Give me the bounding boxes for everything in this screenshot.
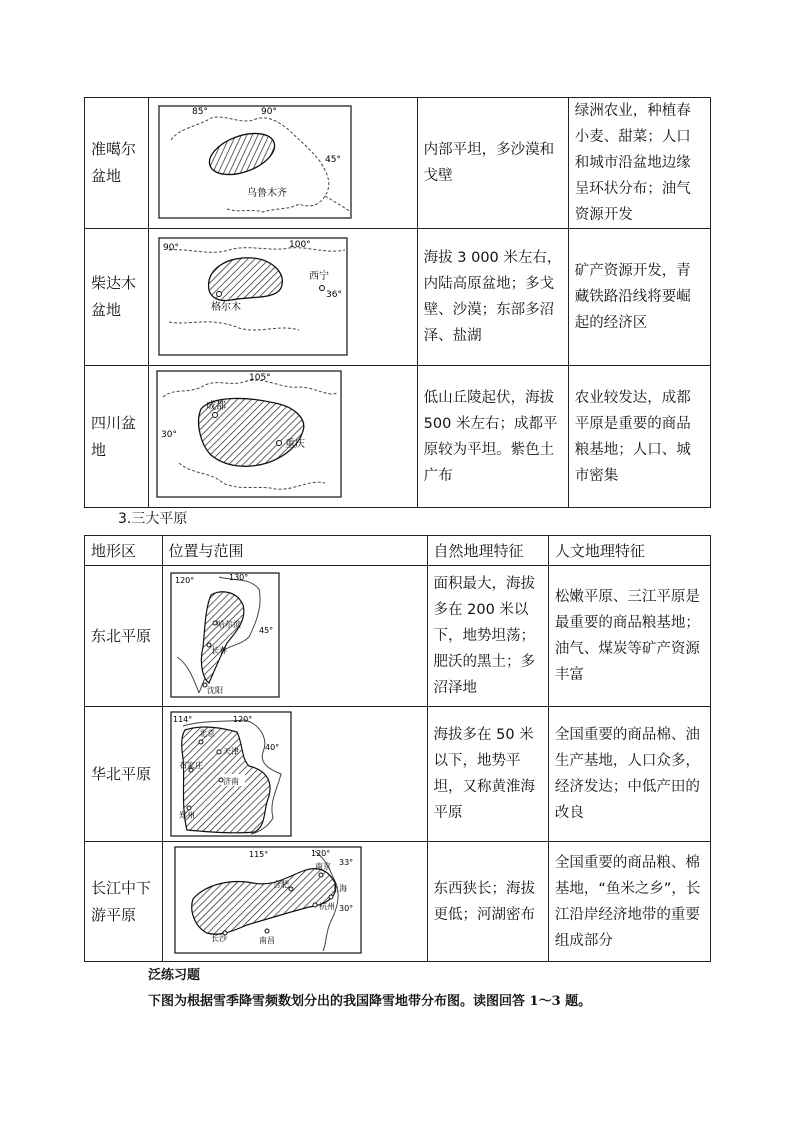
- map-label: 45°: [258, 625, 273, 635]
- header-natural: 自然地理特征: [427, 536, 548, 566]
- natural-features: 内部平坦，多沙漠和戈壁: [417, 98, 568, 229]
- map-label: 格尔木: [210, 301, 241, 313]
- region-name: 长江中下游平原: [85, 842, 163, 962]
- map-cell: [162, 566, 427, 707]
- region-name: 准噶尔盆地: [85, 98, 149, 229]
- header-human: 人文地理特征: [548, 536, 710, 566]
- map-label: 合肥: [272, 879, 289, 889]
- map-label: 33°: [338, 857, 353, 867]
- natural-features: 海拔 3 000 米左右，内陆高原盆地；多戈壁、沙漠；东部多沼泽、盐湖: [417, 229, 568, 366]
- map-label: 上海: [330, 883, 347, 893]
- map-label: 120°: [174, 575, 194, 585]
- basins-table: [84, 97, 711, 508]
- section-title: 3.三大平原: [118, 511, 188, 527]
- map-label: 天津: [222, 746, 239, 756]
- yangtze-plain-map: [163, 843, 427, 961]
- map-label: 105°: [248, 372, 271, 383]
- map-label: 90°: [162, 242, 179, 253]
- map-label: 100°: [288, 239, 311, 250]
- map-cell: [162, 707, 427, 842]
- map-label: 长春: [210, 645, 227, 655]
- region-name: 东北平原: [85, 566, 163, 707]
- map-label: 114°: [172, 714, 192, 724]
- map-label: 45°: [324, 154, 341, 165]
- practice-instruction: 下图为根据雪季降雪频数划分出的我国降雪地带分布图。读图回答 1～3 题。: [148, 994, 592, 1009]
- map-label: 120°: [310, 848, 330, 858]
- natural-features: 面积最大，海拔多在 200 米以下，地势坦荡；肥沃的黑土；多沼泽地: [427, 566, 548, 707]
- map-label: 郑州: [178, 810, 195, 820]
- practice-title: 泛练习题: [148, 968, 201, 983]
- table-row: [85, 842, 711, 962]
- map-label: 120°: [232, 714, 252, 724]
- natural-features: 低山丘陵起伏，海拔500 米左右；成都平原较为平坦。紫色土广布: [417, 366, 568, 508]
- table-row: [85, 566, 711, 707]
- table-row: [85, 229, 711, 366]
- map-label: 长沙: [210, 933, 227, 943]
- map-label: 30°: [160, 429, 177, 440]
- junggar-map: [149, 100, 417, 227]
- map-label: 济南: [222, 776, 239, 786]
- map-label: 南京: [314, 861, 331, 871]
- map-cell: [148, 98, 417, 229]
- region-name: 柴达木盆地: [85, 229, 149, 366]
- human-features: 全国重要的商品棉、油生产基地，人口众多，经济发达；中低产田的改良: [548, 707, 710, 842]
- map-label: 130°: [228, 572, 248, 582]
- map-label: 36°: [325, 289, 342, 300]
- northeast-plain-map: [163, 567, 427, 706]
- human-features: 农业较发达，成都平原是重要的商品粮基地；人口、城市密集: [568, 366, 710, 508]
- header-location: 位置与范围: [162, 536, 427, 566]
- table-row: [85, 707, 711, 842]
- map-cell: [162, 842, 427, 962]
- map-label: 哈尔滨: [216, 619, 241, 629]
- north-china-plain-map: [163, 708, 427, 841]
- map-cell: [148, 366, 417, 508]
- map-label: 石家庄: [178, 760, 203, 770]
- human-features: 松嫩平原、三江平原是最重要的商品粮基地；油气、煤炭等矿产资源丰富: [548, 566, 710, 707]
- qaidam-map: [149, 230, 417, 365]
- human-features: 全国重要的商品粮、棉基地，“鱼米之乡”，长江沿岸经济地带的重要组成部分: [548, 842, 710, 962]
- table-row: [85, 366, 711, 508]
- human-features: 矿产资源开发，青藏铁路沿线将要崛起的经济区: [568, 229, 710, 366]
- natural-features: 海拔多在 50 米以下，地势平坦，又称黄淮海平原: [427, 707, 548, 842]
- map-label: 30°: [338, 903, 353, 913]
- map-cell: [148, 229, 417, 366]
- map-label: 沈阳: [206, 685, 223, 695]
- region-name: 四川盆地: [85, 366, 149, 508]
- human-features: 绿洲农业，种植春小麦、甜菜；人口和城市沿盆地边缘呈环状分布；油气资源开发: [568, 98, 710, 229]
- map-label: 南昌: [258, 935, 275, 945]
- plains-table: [84, 535, 711, 962]
- map-label: 85°: [191, 106, 208, 117]
- table-row: [85, 98, 711, 229]
- natural-features: 东西狭长；海拔更低；河湖密布: [427, 842, 548, 962]
- map-label: 乌鲁木齐: [246, 187, 287, 199]
- region-name: 华北平原: [85, 707, 163, 842]
- map-label: 重庆: [284, 438, 305, 450]
- map-label: 北京: [198, 728, 215, 738]
- map-label: 杭州: [318, 901, 335, 911]
- table-header-row: [85, 536, 711, 566]
- map-label: 40°: [264, 742, 279, 752]
- map-label: 115°: [248, 849, 268, 859]
- map-label: 成都: [205, 400, 226, 412]
- map-label: 西宁: [308, 270, 329, 282]
- map-label: 90°: [260, 106, 277, 117]
- sichuan-map: [149, 367, 417, 507]
- header-terrain: 地形区: [85, 536, 163, 566]
